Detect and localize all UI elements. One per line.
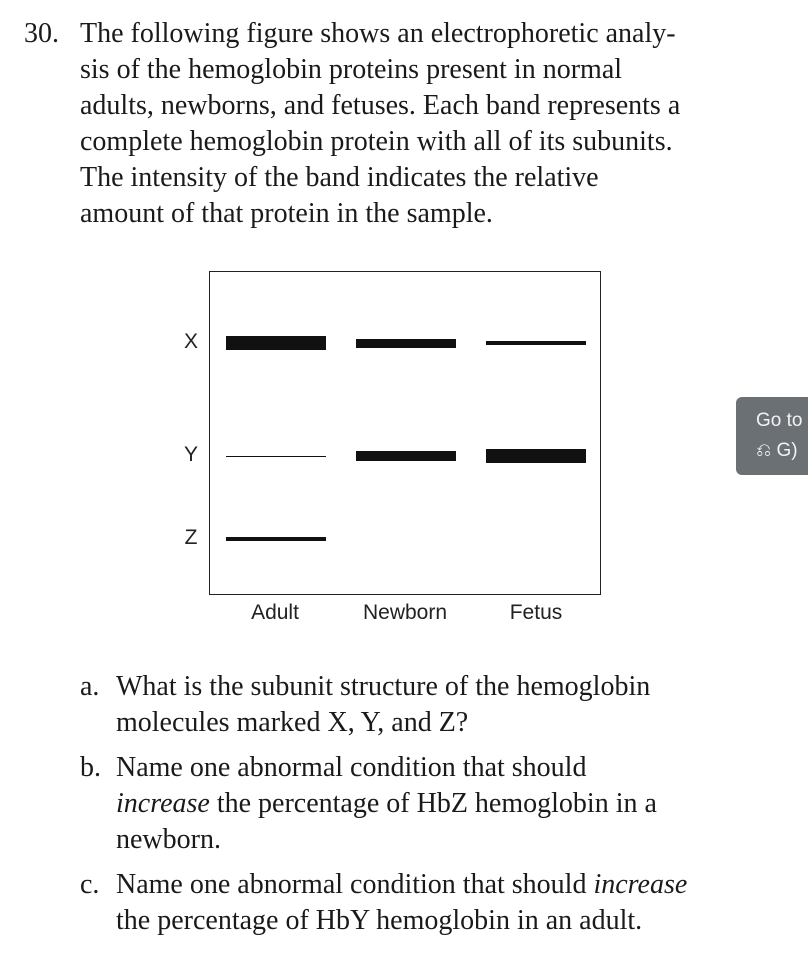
lane-label-adult: Adult xyxy=(251,601,299,624)
band-adult-z xyxy=(226,537,326,541)
row-label-z: Z xyxy=(184,526,198,549)
subquestion-body xyxy=(116,750,796,858)
subquestion-letter: a. xyxy=(80,671,100,702)
question-line: sis of the hemoglobin proteins present in normal xyxy=(80,54,623,85)
band-fetus-x xyxy=(486,341,586,345)
band-newborn-y xyxy=(356,451,456,461)
subquestion-line xyxy=(116,669,796,705)
question-line: The following figure shows an electrophoretic analy- xyxy=(80,18,676,49)
go-to-button[interactable] xyxy=(736,397,808,475)
question-number: 30. xyxy=(24,18,59,49)
text-run: Name one abnormal condition that should xyxy=(116,752,587,783)
cutoff-previous-line xyxy=(80,0,87,8)
subquestion-line xyxy=(116,903,796,939)
text-run: What is the subunit structure of the hemoglobin xyxy=(116,671,651,702)
subquestion-body xyxy=(116,669,796,741)
text-run: the percentage of HbZ hemoglobin in a xyxy=(209,788,657,819)
subquestion-body xyxy=(116,867,796,939)
band-newborn-x xyxy=(356,339,456,348)
question-text xyxy=(80,16,770,232)
band-adult-x xyxy=(226,336,326,350)
electrophoresis-gel-frame xyxy=(209,271,601,595)
go-to-label: Go to xyxy=(756,410,803,431)
subquestion-line xyxy=(116,750,796,786)
band-adult-y xyxy=(226,456,326,457)
subquestion-line xyxy=(116,867,796,903)
text-run: molecules marked X, Y, and Z? xyxy=(116,707,469,738)
text-run: newborn. xyxy=(116,824,221,855)
row-label-x: X xyxy=(183,330,198,353)
question-line: complete hemoglobin protein with all of its subunits. xyxy=(80,126,673,157)
subquestion-line xyxy=(116,822,796,858)
lane-label-fetus: Fetus xyxy=(509,601,563,624)
text-run: Name one abnormal condition that should xyxy=(116,869,594,900)
subquestion-letter: b. xyxy=(80,752,101,783)
subquestion-letter: c. xyxy=(80,869,100,900)
text-run: the percentage of HbY hemoglobin in an adult. xyxy=(116,905,643,936)
lane-label-newborn: Newborn xyxy=(362,601,448,624)
subquestion-line xyxy=(116,786,796,822)
emphasis-text: increase xyxy=(593,869,688,900)
emphasis-text: increase xyxy=(116,788,210,819)
subquestion-line xyxy=(116,705,796,741)
question-line: amount of that protein in the sample. xyxy=(80,198,493,229)
question-line: adults, newborns, and fetuses. Each band represents a xyxy=(80,90,681,121)
row-label-y: Y xyxy=(183,443,198,466)
go-to-shortcut: ⎌ G) xyxy=(756,440,798,461)
band-fetus-y xyxy=(486,449,586,463)
question-line: The intensity of the band indicates the relative xyxy=(80,162,599,193)
